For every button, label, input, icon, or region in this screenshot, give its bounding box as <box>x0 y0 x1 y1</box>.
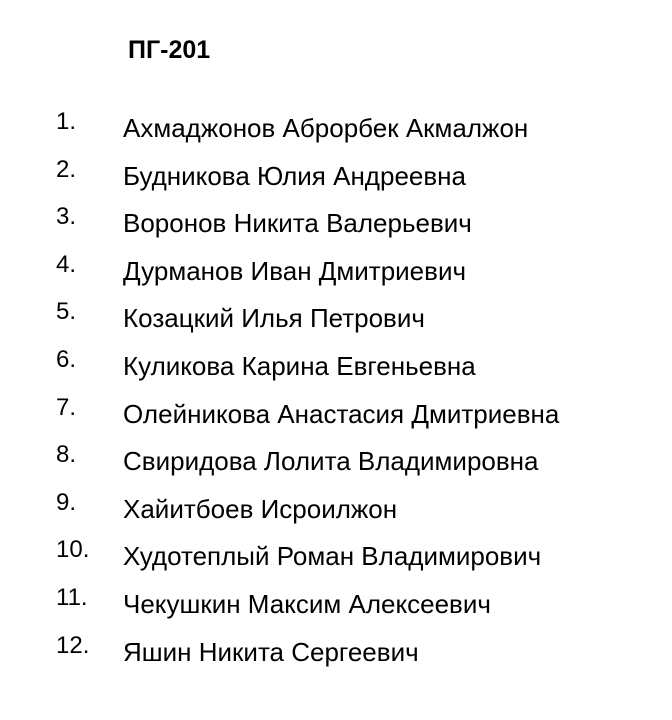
item-number: 7. <box>56 393 77 421</box>
item-number: 11. <box>56 583 88 611</box>
item-number: 1. <box>56 108 77 135</box>
item-number: 8. <box>56 441 77 469</box>
student-name: Воронов Никита Валерьевич <box>123 208 472 239</box>
student-name: Козацкий Илья Петрович <box>123 303 425 334</box>
item-number: 12. <box>56 631 90 659</box>
student-name: Ахмаджонов Аброрбек Акмалжон <box>123 113 529 143</box>
list-item <box>0 153 672 201</box>
list-item <box>0 629 672 677</box>
student-name: Свиридова Лолита Владимировна <box>123 446 539 477</box>
item-number: 3. <box>56 203 77 231</box>
item-number: 6. <box>56 345 77 373</box>
student-list <box>0 105 672 676</box>
list-item <box>0 105 672 153</box>
student-name: Яшин Никита Сергеевич <box>123 636 419 667</box>
list-item <box>0 438 672 486</box>
student-name: Будникова Юлия Андреевна <box>123 160 466 191</box>
item-number: 4. <box>56 250 77 278</box>
list-item <box>0 533 672 581</box>
list-item <box>0 200 672 248</box>
list-item <box>0 248 672 296</box>
group-title: ПГ-201 <box>128 36 211 64</box>
student-name: Чекушкин Максим Алексеевич <box>123 588 491 619</box>
item-number: 5. <box>56 298 77 326</box>
list-item <box>0 391 672 439</box>
list-item <box>0 581 672 629</box>
list-item <box>0 486 672 534</box>
student-name: Худотеплый Роман Владимирович <box>123 541 542 572</box>
item-number: 2. <box>56 155 77 183</box>
student-name: Олейникова Анастасия Дмитриевна <box>123 398 560 429</box>
student-name: Дурманов Иван Дмитриевич <box>123 255 467 286</box>
student-name: Хайитбоев Исроилжон <box>123 493 398 524</box>
list-item <box>0 343 672 391</box>
list-item <box>0 295 672 343</box>
student-name: Куликова Карина Евгеньевна <box>123 350 476 381</box>
item-number: 9. <box>56 488 77 516</box>
item-number: 10. <box>56 536 90 564</box>
